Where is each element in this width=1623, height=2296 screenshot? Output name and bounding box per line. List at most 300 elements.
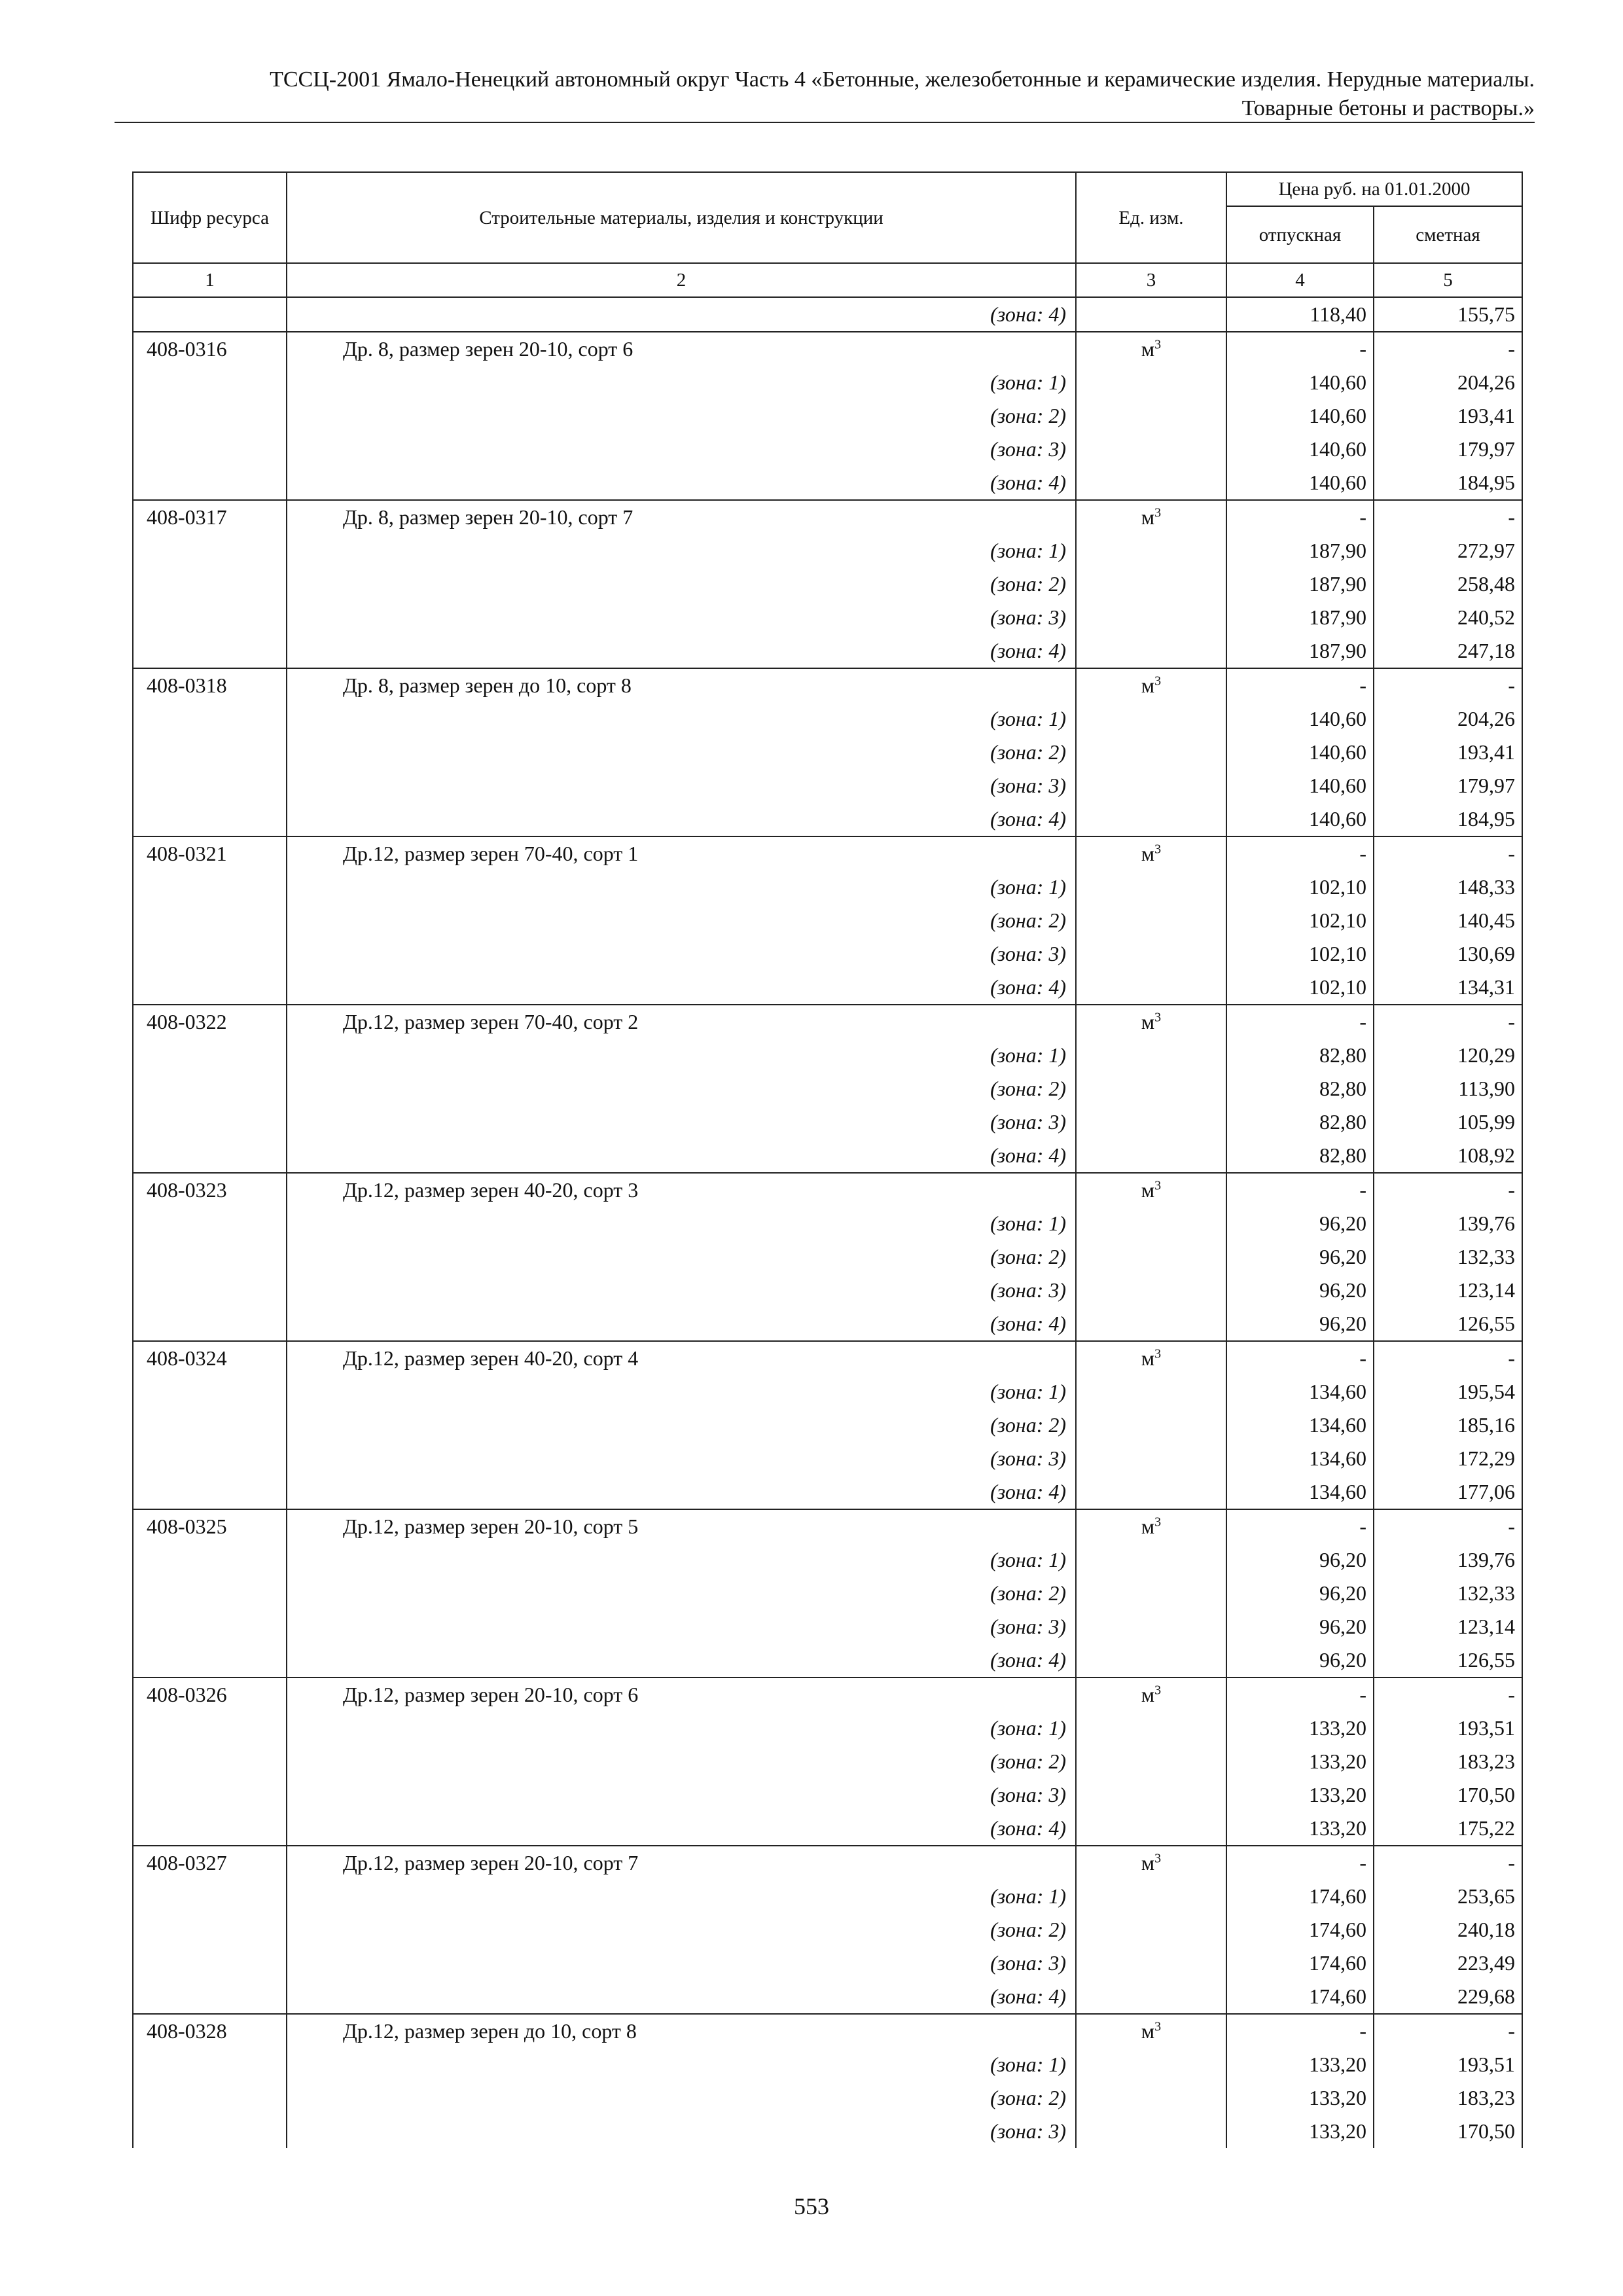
unit-base: м xyxy=(1141,1178,1155,1202)
table-row xyxy=(133,1712,1522,1745)
zone-label: (зона: 1) xyxy=(287,702,1076,736)
resource-code: 408-0323 xyxy=(133,1173,287,1207)
table-row xyxy=(133,567,1522,601)
zone-label: (зона: 1) xyxy=(287,534,1076,567)
release-price: 174,60 xyxy=(1226,1980,1374,2014)
resource-code xyxy=(133,1105,287,1139)
table-row xyxy=(133,1475,1522,1509)
unit-cell xyxy=(1076,466,1226,500)
estimate-price: 170,50 xyxy=(1374,1778,1522,1812)
estimate-price: - xyxy=(1374,1509,1522,1543)
resource-code xyxy=(133,433,287,466)
material-name: Др. 8, размер зерен 20-10, сорт 6 xyxy=(287,332,1076,366)
unit-cell xyxy=(1076,534,1226,567)
table-row xyxy=(133,1946,1522,1980)
unit-cell xyxy=(1076,1712,1226,1745)
unit-exponent: 3 xyxy=(1154,337,1162,352)
unit-cell xyxy=(1076,1812,1226,1846)
estimate-price: 170,50 xyxy=(1374,2115,1522,2148)
unit-cell xyxy=(1076,433,1226,466)
resource-code xyxy=(133,466,287,500)
table-row xyxy=(133,1072,1522,1105)
resource-code xyxy=(133,736,287,769)
release-price: 134,60 xyxy=(1226,1375,1374,1408)
estimate-price: 113,90 xyxy=(1374,1072,1522,1105)
unit-base: м xyxy=(1141,1010,1155,1033)
unit-cell xyxy=(1076,870,1226,904)
estimate-price: - xyxy=(1374,836,1522,870)
release-price: 134,60 xyxy=(1226,1442,1374,1475)
release-price: 102,10 xyxy=(1226,904,1374,937)
release-price: 102,10 xyxy=(1226,937,1374,971)
unit-cell xyxy=(1076,1913,1226,1946)
table-row xyxy=(133,1375,1522,1408)
estimate-price: 179,97 xyxy=(1374,769,1522,802)
col-number: 2 xyxy=(287,263,1076,297)
resource-code: 408-0326 xyxy=(133,1677,287,1712)
release-price: - xyxy=(1226,2014,1374,2048)
zone-label: (зона: 3) xyxy=(287,2115,1076,2148)
table-row xyxy=(133,1577,1522,1610)
unit-cell xyxy=(1076,399,1226,433)
zone-label: (зона: 4) xyxy=(287,466,1076,500)
release-price: 174,60 xyxy=(1226,1946,1374,1980)
unit-cell xyxy=(1076,1408,1226,1442)
estimate-price: 105,99 xyxy=(1374,1105,1522,1139)
release-price: 96,20 xyxy=(1226,1643,1374,1677)
zone-label: (зона: 1) xyxy=(287,1543,1076,1577)
material-name: Др.12, размер зерен 20-10, сорт 7 xyxy=(287,1846,1076,1880)
zone-label: (зона: 3) xyxy=(287,433,1076,466)
zone-label: (зона: 2) xyxy=(287,1745,1076,1778)
zone-label: (зона: 3) xyxy=(287,1105,1076,1139)
resource-code xyxy=(133,1610,287,1643)
unit-exponent: 3 xyxy=(1154,1178,1162,1193)
estimate-price: - xyxy=(1374,1677,1522,1712)
table-row xyxy=(133,1509,1522,1543)
release-price: 187,90 xyxy=(1226,567,1374,601)
release-price: - xyxy=(1226,1341,1374,1375)
estimate-price: - xyxy=(1374,332,1522,366)
unit-cell xyxy=(1076,1240,1226,1274)
release-price: 82,80 xyxy=(1226,1105,1374,1139)
zone-label: (зона: 1) xyxy=(287,870,1076,904)
table-row xyxy=(133,668,1522,702)
release-price: 96,20 xyxy=(1226,1240,1374,1274)
unit-cell xyxy=(1076,1039,1226,1072)
unit-base: м xyxy=(1141,1346,1155,1370)
estimate-price: 183,23 xyxy=(1374,2081,1522,2115)
resource-code xyxy=(133,702,287,736)
release-price: 133,20 xyxy=(1226,2115,1374,2148)
table-row xyxy=(133,2115,1522,2148)
unit-cell xyxy=(1076,332,1226,366)
unit-exponent: 3 xyxy=(1154,505,1162,520)
table-row xyxy=(133,1307,1522,1341)
table-row xyxy=(133,1005,1522,1039)
unit-cell xyxy=(1076,904,1226,937)
unit-cell xyxy=(1076,1005,1226,1039)
table-row xyxy=(133,534,1522,567)
zone-label: (зона: 4) xyxy=(287,1307,1076,1341)
unit-exponent: 3 xyxy=(1154,1683,1162,1698)
release-price: - xyxy=(1226,332,1374,366)
resource-code xyxy=(133,1778,287,1812)
zone-label: (зона: 4) xyxy=(287,1475,1076,1509)
zone-label: (зона: 3) xyxy=(287,1610,1076,1643)
unit-cell xyxy=(1076,937,1226,971)
unit-cell xyxy=(1076,2014,1226,2048)
resource-code xyxy=(133,1946,287,1980)
release-price: 82,80 xyxy=(1226,1139,1374,1173)
resource-code xyxy=(133,1980,287,2014)
resource-code: 408-0327 xyxy=(133,1846,287,1880)
estimate-price: - xyxy=(1374,1005,1522,1039)
unit-cell xyxy=(1076,971,1226,1005)
release-price: - xyxy=(1226,1846,1374,1880)
resource-code: 408-0321 xyxy=(133,836,287,870)
release-price: 187,90 xyxy=(1226,534,1374,567)
table-row xyxy=(133,1677,1522,1712)
unit-cell xyxy=(1076,297,1226,332)
estimate-price: 123,14 xyxy=(1374,1274,1522,1307)
release-price: - xyxy=(1226,1173,1374,1207)
material-name: Др. 8, размер зерен до 10, сорт 8 xyxy=(287,668,1076,702)
unit-base: м xyxy=(1141,1515,1155,1538)
col-header-code: Шифр ресурса xyxy=(133,172,287,263)
table-row xyxy=(133,500,1522,534)
estimate-price: 108,92 xyxy=(1374,1139,1522,1173)
unit-cell xyxy=(1076,1375,1226,1408)
zone-label: (зона: 2) xyxy=(287,1408,1076,1442)
estimate-price: 240,52 xyxy=(1374,601,1522,634)
release-price: 140,60 xyxy=(1226,802,1374,836)
unit-cell xyxy=(1076,1509,1226,1543)
unit-cell xyxy=(1076,2115,1226,2148)
release-price: 140,60 xyxy=(1226,702,1374,736)
estimate-price: 204,26 xyxy=(1374,366,1522,399)
unit-cell xyxy=(1076,601,1226,634)
zone-label: (зона: 3) xyxy=(287,601,1076,634)
zone-label: (зона: 4) xyxy=(287,802,1076,836)
table-row xyxy=(133,399,1522,433)
resource-code xyxy=(133,366,287,399)
resource-code xyxy=(133,1913,287,1946)
zone-label: (зона: 1) xyxy=(287,1712,1076,1745)
material-name: Др.12, размер зерен 40-20, сорт 3 xyxy=(287,1173,1076,1207)
unit-base: м xyxy=(1141,842,1155,865)
release-price: 133,20 xyxy=(1226,1712,1374,1745)
table-row xyxy=(133,1543,1522,1577)
unit-cell xyxy=(1076,1072,1226,1105)
unit-cell xyxy=(1076,736,1226,769)
table-row xyxy=(133,1173,1522,1207)
unit-cell xyxy=(1076,1442,1226,1475)
table-row xyxy=(133,904,1522,937)
unit-cell xyxy=(1076,1880,1226,1913)
release-price: 96,20 xyxy=(1226,1207,1374,1240)
zone-label: (зона: 1) xyxy=(287,2048,1076,2081)
unit-cell xyxy=(1076,1274,1226,1307)
estimate-price: 130,69 xyxy=(1374,937,1522,971)
table-row xyxy=(133,297,1522,332)
release-price: 134,60 xyxy=(1226,1408,1374,1442)
resource-code xyxy=(133,1139,287,1173)
release-price: 133,20 xyxy=(1226,1812,1374,1846)
table-row xyxy=(133,2014,1522,2048)
estimate-price: 139,76 xyxy=(1374,1207,1522,1240)
unit-base: м xyxy=(1141,1683,1155,1706)
unit-base: м xyxy=(1141,505,1155,529)
estimate-price: 155,75 xyxy=(1374,297,1522,332)
resource-code xyxy=(133,1207,287,1240)
release-price: 96,20 xyxy=(1226,1543,1374,1577)
unit-cell xyxy=(1076,366,1226,399)
unit-exponent: 3 xyxy=(1154,1346,1162,1361)
unit-cell xyxy=(1076,1105,1226,1139)
zone-label: (зона: 2) xyxy=(287,1240,1076,1274)
resource-code: 408-0328 xyxy=(133,2014,287,2048)
unit-cell xyxy=(1076,567,1226,601)
resource-code: 408-0318 xyxy=(133,668,287,702)
resource-code xyxy=(133,1475,287,1509)
estimate-price: 140,45 xyxy=(1374,904,1522,937)
resource-code xyxy=(133,1442,287,1475)
zone-label: (зона: 2) xyxy=(287,567,1076,601)
estimate-price: 132,33 xyxy=(1374,1577,1522,1610)
unit-exponent: 3 xyxy=(1154,842,1162,857)
unit-exponent: 3 xyxy=(1154,1851,1162,1866)
estimate-price: 177,06 xyxy=(1374,1475,1522,1509)
zone-label: (зона: 4) xyxy=(287,1139,1076,1173)
release-price: 102,10 xyxy=(1226,870,1374,904)
table-row xyxy=(133,1610,1522,1643)
release-price: 82,80 xyxy=(1226,1039,1374,1072)
table-row xyxy=(133,366,1522,399)
unit-base: м xyxy=(1141,337,1155,361)
release-price: 140,60 xyxy=(1226,399,1374,433)
col-number: 5 xyxy=(1374,263,1522,297)
unit-cell xyxy=(1076,1139,1226,1173)
estimate-price: 193,51 xyxy=(1374,2048,1522,2081)
estimate-price: 193,41 xyxy=(1374,399,1522,433)
release-price: 140,60 xyxy=(1226,466,1374,500)
release-price: - xyxy=(1226,1005,1374,1039)
release-price: - xyxy=(1226,668,1374,702)
estimate-price: 132,33 xyxy=(1374,1240,1522,1274)
table-row xyxy=(133,1207,1522,1240)
zone-label: (зона: 4) xyxy=(287,1812,1076,1846)
unit-exponent: 3 xyxy=(1154,673,1162,689)
zone-label: (зона: 2) xyxy=(287,2081,1076,2115)
resource-code: 408-0317 xyxy=(133,500,287,534)
unit-cell xyxy=(1076,802,1226,836)
zone-label: (зона: 1) xyxy=(287,1880,1076,1913)
estimate-price: 204,26 xyxy=(1374,702,1522,736)
estimate-price: 247,18 xyxy=(1374,634,1522,668)
resource-code xyxy=(133,1712,287,1745)
unit-exponent: 3 xyxy=(1154,2019,1162,2034)
release-price: 140,60 xyxy=(1226,769,1374,802)
header-line-1: ТССЦ-2001 Ямало-Ненецкий автономный округ Часть 4 «Бетонные, железобетонные и керамические изделия. Нерудные материалы. xyxy=(270,67,1535,92)
resource-code xyxy=(133,634,287,668)
table-row xyxy=(133,971,1522,1005)
unit-cell xyxy=(1076,1307,1226,1341)
resource-code: 408-0324 xyxy=(133,1341,287,1375)
release-price: - xyxy=(1226,1677,1374,1712)
zone-label: (зона: 2) xyxy=(287,1072,1076,1105)
resource-code: 408-0322 xyxy=(133,1005,287,1039)
table-row xyxy=(133,802,1522,836)
table-row xyxy=(133,466,1522,500)
resource-code xyxy=(133,2081,287,2115)
release-price: 140,60 xyxy=(1226,736,1374,769)
zone-label: (зона: 3) xyxy=(287,1442,1076,1475)
resource-code xyxy=(133,769,287,802)
table-row xyxy=(133,1643,1522,1677)
resource-code xyxy=(133,937,287,971)
estimate-price: 123,14 xyxy=(1374,1610,1522,1643)
estimate-price: - xyxy=(1374,1173,1522,1207)
release-price: 133,20 xyxy=(1226,1745,1374,1778)
material-name: Др.12, размер зерен 70-40, сорт 1 xyxy=(287,836,1076,870)
estimate-price: 253,65 xyxy=(1374,1880,1522,1913)
table-row xyxy=(133,2048,1522,2081)
table-row xyxy=(133,1442,1522,1475)
unit-cell xyxy=(1076,836,1226,870)
resource-code: 408-0316 xyxy=(133,332,287,366)
table-row xyxy=(133,1105,1522,1139)
resource-code xyxy=(133,534,287,567)
header-line-2: Товарные бетоны и растворы.» xyxy=(1241,96,1535,120)
col-header-release: отпускная xyxy=(1226,206,1374,263)
table-row xyxy=(133,870,1522,904)
table-row xyxy=(133,702,1522,736)
unit-cell xyxy=(1076,769,1226,802)
unit-cell xyxy=(1076,702,1226,736)
release-price: 140,60 xyxy=(1226,366,1374,399)
unit-cell xyxy=(1076,668,1226,702)
unit-cell xyxy=(1076,1610,1226,1643)
table-row xyxy=(133,1778,1522,1812)
table-row xyxy=(133,1846,1522,1880)
estimate-price: - xyxy=(1374,1846,1522,1880)
header-rule xyxy=(115,122,1535,123)
unit-cell xyxy=(1076,1946,1226,1980)
unit-base: м xyxy=(1141,1851,1155,1874)
resource-code xyxy=(133,601,287,634)
table-row xyxy=(133,1812,1522,1846)
unit-cell xyxy=(1076,500,1226,534)
unit-cell xyxy=(1076,2048,1226,2081)
table-row xyxy=(133,937,1522,971)
resource-code xyxy=(133,1307,287,1341)
resource-code xyxy=(133,1072,287,1105)
unit-cell xyxy=(1076,1980,1226,2014)
zone-label: (зона: 3) xyxy=(287,1778,1076,1812)
zone-label: (зона: 3) xyxy=(287,937,1076,971)
zone-label: (зона: 2) xyxy=(287,1913,1076,1946)
zone-label: (зона: 1) xyxy=(287,1207,1076,1240)
price-table xyxy=(132,171,1523,2148)
release-price: 96,20 xyxy=(1226,1274,1374,1307)
estimate-price: 184,95 xyxy=(1374,802,1522,836)
table-row xyxy=(133,1980,1522,2014)
resource-code xyxy=(133,1812,287,1846)
running-header xyxy=(115,65,1535,123)
resource-code xyxy=(133,1577,287,1610)
table-row xyxy=(133,332,1522,366)
zone-label: (зона: 2) xyxy=(287,736,1076,769)
estimate-price: 179,97 xyxy=(1374,433,1522,466)
estimate-price: 258,48 xyxy=(1374,567,1522,601)
zone-label: (зона: 4) xyxy=(287,971,1076,1005)
resource-code xyxy=(133,399,287,433)
unit-cell xyxy=(1076,2081,1226,2115)
estimate-price: 175,22 xyxy=(1374,1812,1522,1846)
resource-code xyxy=(133,1240,287,1274)
estimate-price: - xyxy=(1374,2014,1522,2048)
table-row xyxy=(133,1880,1522,1913)
estimate-price: 195,54 xyxy=(1374,1375,1522,1408)
material-name: Др.12, размер зерен до 10, сорт 8 xyxy=(287,2014,1076,2048)
zone-label: (зона: 4) xyxy=(287,1643,1076,1677)
resource-code xyxy=(133,1039,287,1072)
resource-code xyxy=(133,297,287,332)
estimate-price: 183,23 xyxy=(1374,1745,1522,1778)
zone-label: (зона: 3) xyxy=(287,769,1076,802)
resource-code: 408-0325 xyxy=(133,1509,287,1543)
zone-label: (зона: 3) xyxy=(287,1274,1076,1307)
release-price: 174,60 xyxy=(1226,1880,1374,1913)
unit-cell xyxy=(1076,1643,1226,1677)
resource-code xyxy=(133,2115,287,2148)
material-name: Др.12, размер зерен 20-10, сорт 5 xyxy=(287,1509,1076,1543)
estimate-price: - xyxy=(1374,668,1522,702)
estimate-price: 148,33 xyxy=(1374,870,1522,904)
unit-cell xyxy=(1076,1475,1226,1509)
material-name: Др.12, размер зерен 20-10, сорт 6 xyxy=(287,1677,1076,1712)
release-price: 187,90 xyxy=(1226,634,1374,668)
table-row xyxy=(133,1274,1522,1307)
unit-exponent: 3 xyxy=(1154,1515,1162,1530)
release-price: 133,20 xyxy=(1226,1778,1374,1812)
unit-cell xyxy=(1076,1745,1226,1778)
resource-code xyxy=(133,1643,287,1677)
resource-code xyxy=(133,2048,287,2081)
zone-label: (зона: 1) xyxy=(287,1375,1076,1408)
zone-label: (зона: 1) xyxy=(287,366,1076,399)
unit-cell xyxy=(1076,1778,1226,1812)
col-number: 4 xyxy=(1226,263,1374,297)
zone-label: (зона: 1) xyxy=(287,1039,1076,1072)
release-price: - xyxy=(1226,836,1374,870)
zone-label: (зона: 2) xyxy=(287,399,1076,433)
table-row xyxy=(133,1745,1522,1778)
table-row xyxy=(133,433,1522,466)
release-price: 96,20 xyxy=(1226,1610,1374,1643)
table-body xyxy=(133,297,1522,2148)
unit-base: м xyxy=(1141,2019,1155,2043)
resource-code xyxy=(133,1274,287,1307)
estimate-price: 185,16 xyxy=(1374,1408,1522,1442)
estimate-price: 120,29 xyxy=(1374,1039,1522,1072)
release-price: 133,20 xyxy=(1226,2081,1374,2115)
release-price: - xyxy=(1226,500,1374,534)
col-header-estimate: сметная xyxy=(1374,206,1522,263)
release-price: 187,90 xyxy=(1226,601,1374,634)
table-row xyxy=(133,1913,1522,1946)
